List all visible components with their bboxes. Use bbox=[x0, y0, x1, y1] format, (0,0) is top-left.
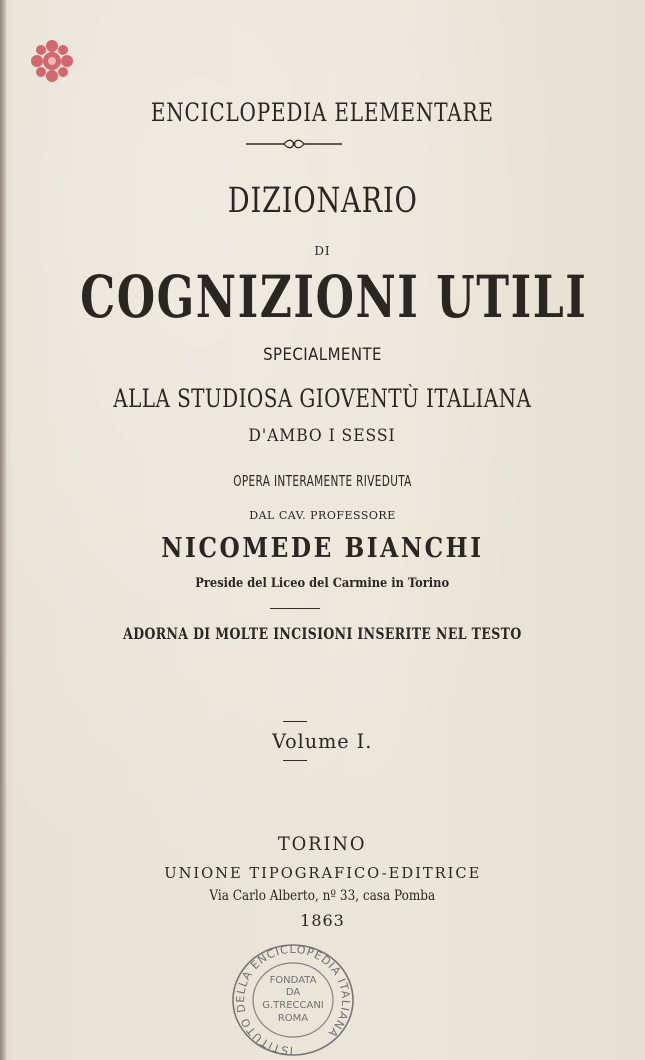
illustrations-note: ADORNA DI MOLTE INCISIONI INSERITE NEL TESTO bbox=[123, 624, 522, 643]
imprint-city: TORINO bbox=[278, 833, 367, 855]
main-title: COGNIZIONI UTILI bbox=[80, 263, 588, 331]
svg-text:G.TRECCANI: G.TRECCANI bbox=[262, 1000, 324, 1011]
author-intro: DAL CAV. PROFESSORE bbox=[249, 509, 396, 522]
series-title: ENCICLOPEDIA ELEMENTARE bbox=[151, 98, 494, 127]
ornament-divider-icon bbox=[244, 138, 344, 150]
imprint-publisher: UNIONE TIPOGRAFICO-EDITRICE bbox=[163, 864, 482, 882]
title-line-1: DIZIONARIO bbox=[227, 181, 418, 221]
author-role: Preside del Liceo del Carmine in Torino bbox=[195, 576, 450, 591]
subtitle-line-1: SPECIALMENTE bbox=[263, 345, 382, 365]
volume-rule-top bbox=[283, 721, 307, 722]
svg-text:FONDATA: FONDATA bbox=[269, 975, 317, 986]
imprint-address: Via Carlo Alberto, nº 33, casa Pomba bbox=[209, 888, 436, 904]
red-library-stamp-icon bbox=[25, 35, 80, 87]
imprint-year: 1863 bbox=[300, 911, 345, 930]
volume-rule-bottom bbox=[283, 760, 307, 761]
library-stamp-icon bbox=[230, 943, 356, 1059]
subtitle-line-2: ALLA STUDIOSA GIOVENTÙ ITALIANA bbox=[113, 384, 532, 413]
divider-rule bbox=[270, 608, 320, 609]
svg-text:ROMA: ROMA bbox=[277, 1013, 309, 1024]
subtitle-line-3: D'AMBO I SESSI bbox=[248, 426, 397, 446]
svg-text:ISTITUTO DELLA ENCICLOPEDIA IT: ISTITUTO DELLA ENCICLOPEDIA ITALIANA bbox=[233, 943, 353, 1058]
title-connector: DI bbox=[314, 244, 331, 258]
svg-text:DA: DA bbox=[285, 987, 301, 998]
author-name: NICOMEDE BIANCHI bbox=[161, 533, 484, 564]
volume-label: Volume I. bbox=[272, 729, 373, 753]
edition-note: OPERA INTERAMENTE RIVEDUTA bbox=[233, 472, 412, 490]
